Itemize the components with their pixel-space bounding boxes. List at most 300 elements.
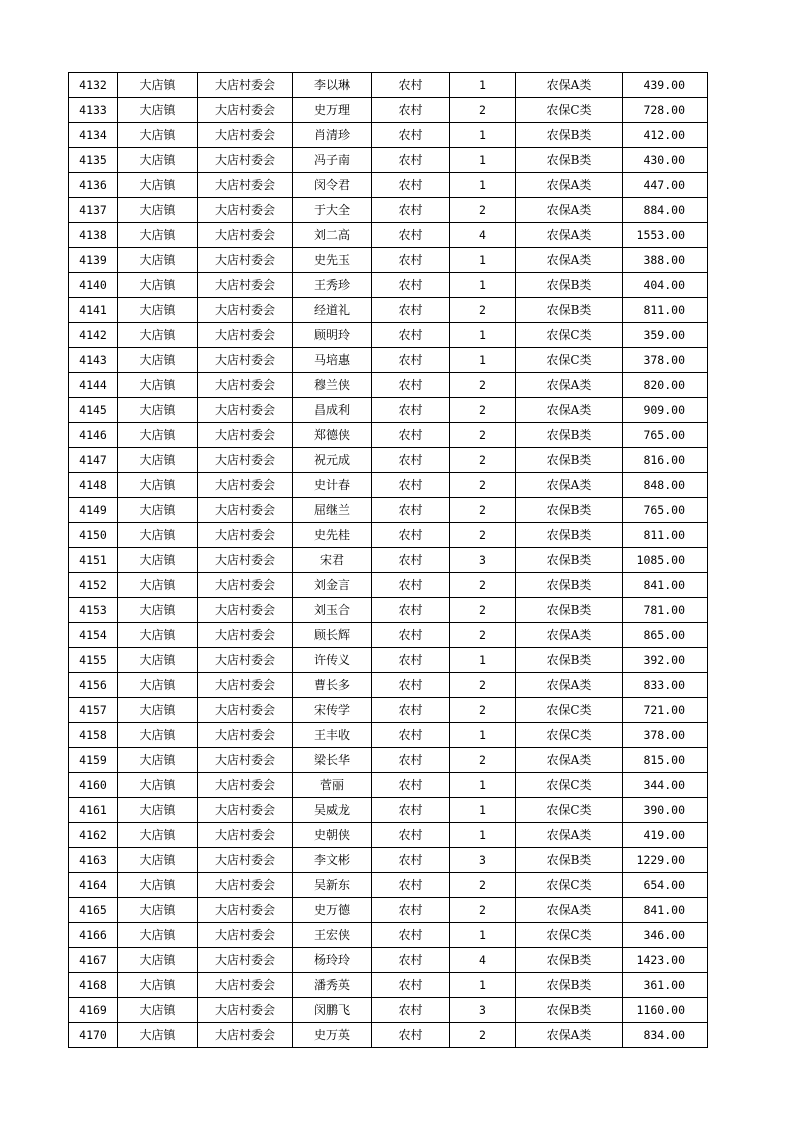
town-cell: 大店镇 — [118, 923, 198, 948]
row-id-cell: 4158 — [69, 723, 118, 748]
table-row — [69, 423, 708, 448]
committee-cell: 大店村委会 — [198, 973, 293, 998]
category-cell: 农保B类 — [516, 948, 623, 973]
committee-cell: 大店村委会 — [198, 948, 293, 973]
row-id-cell: 4157 — [69, 698, 118, 723]
household-size-cell: 2 — [450, 498, 516, 523]
household-size-cell: 2 — [450, 698, 516, 723]
area-type-cell: 农村 — [372, 973, 450, 998]
household-size-cell: 1 — [450, 348, 516, 373]
household-size-cell: 3 — [450, 848, 516, 873]
town-cell: 大店镇 — [118, 623, 198, 648]
area-type-cell: 农村 — [372, 73, 450, 98]
area-type-cell: 农村 — [372, 373, 450, 398]
name-cell: 刘二高 — [293, 223, 372, 248]
amount-cell: 841.00 — [623, 573, 708, 598]
area-type-cell: 农村 — [372, 573, 450, 598]
area-type-cell: 农村 — [372, 298, 450, 323]
household-size-cell: 2 — [450, 298, 516, 323]
town-cell: 大店镇 — [118, 523, 198, 548]
household-size-cell: 1 — [450, 648, 516, 673]
name-cell: 刘玉合 — [293, 598, 372, 623]
name-cell: 昌成利 — [293, 398, 372, 423]
town-cell: 大店镇 — [118, 98, 198, 123]
category-cell: 农保A类 — [516, 823, 623, 848]
committee-cell: 大店村委会 — [198, 723, 293, 748]
table-row — [69, 98, 708, 123]
household-size-cell: 1 — [450, 148, 516, 173]
row-id-cell: 4160 — [69, 773, 118, 798]
town-cell: 大店镇 — [118, 698, 198, 723]
committee-cell: 大店村委会 — [198, 923, 293, 948]
committee-cell: 大店村委会 — [198, 348, 293, 373]
committee-cell: 大店村委会 — [198, 398, 293, 423]
committee-cell: 大店村委会 — [198, 873, 293, 898]
table-row — [69, 348, 708, 373]
row-id-cell: 4168 — [69, 973, 118, 998]
row-id-cell: 4153 — [69, 598, 118, 623]
category-cell: 农保B类 — [516, 598, 623, 623]
amount-cell: 346.00 — [623, 923, 708, 948]
area-type-cell: 农村 — [372, 898, 450, 923]
table-row — [69, 398, 708, 423]
category-cell: 农保A类 — [516, 1023, 623, 1048]
category-cell: 农保B类 — [516, 423, 623, 448]
committee-cell: 大店村委会 — [198, 73, 293, 98]
table-row — [69, 698, 708, 723]
category-cell: 农保C类 — [516, 873, 623, 898]
category-cell: 农保A类 — [516, 198, 623, 223]
table-row — [69, 873, 708, 898]
amount-cell: 811.00 — [623, 298, 708, 323]
name-cell: 闵鹏飞 — [293, 998, 372, 1023]
row-id-cell: 4136 — [69, 173, 118, 198]
name-cell: 经道礼 — [293, 298, 372, 323]
row-id-cell: 4155 — [69, 648, 118, 673]
area-type-cell: 农村 — [372, 348, 450, 373]
category-cell: 农保A类 — [516, 173, 623, 198]
table-row — [69, 248, 708, 273]
household-size-cell: 2 — [450, 448, 516, 473]
household-size-cell: 1 — [450, 773, 516, 798]
name-cell: 顾明玲 — [293, 323, 372, 348]
town-cell: 大店镇 — [118, 1023, 198, 1048]
name-cell: 许传义 — [293, 648, 372, 673]
town-cell: 大店镇 — [118, 873, 198, 898]
amount-cell: 833.00 — [623, 673, 708, 698]
amount-cell: 811.00 — [623, 523, 708, 548]
category-cell: 农保A类 — [516, 748, 623, 773]
name-cell: 史万理 — [293, 98, 372, 123]
name-cell: 吴新东 — [293, 873, 372, 898]
table-row — [69, 323, 708, 348]
area-type-cell: 农村 — [372, 223, 450, 248]
area-type-cell: 农村 — [372, 523, 450, 548]
category-cell: 农保A类 — [516, 623, 623, 648]
row-id-cell: 4143 — [69, 348, 118, 373]
row-id-cell: 4154 — [69, 623, 118, 648]
row-id-cell: 4148 — [69, 473, 118, 498]
name-cell: 李以琳 — [293, 73, 372, 98]
town-cell: 大店镇 — [118, 223, 198, 248]
town-cell: 大店镇 — [118, 73, 198, 98]
row-id-cell: 4163 — [69, 848, 118, 873]
committee-cell: 大店村委会 — [198, 448, 293, 473]
committee-cell: 大店村委会 — [198, 98, 293, 123]
row-id-cell: 4145 — [69, 398, 118, 423]
area-type-cell: 农村 — [372, 798, 450, 823]
table-row — [69, 1023, 708, 1048]
row-id-cell: 4164 — [69, 873, 118, 898]
committee-cell: 大店村委会 — [198, 298, 293, 323]
table-row — [69, 373, 708, 398]
area-type-cell: 农村 — [372, 873, 450, 898]
town-cell: 大店镇 — [118, 723, 198, 748]
area-type-cell: 农村 — [372, 423, 450, 448]
committee-cell: 大店村委会 — [198, 898, 293, 923]
table-row — [69, 598, 708, 623]
roster-table — [68, 72, 708, 1048]
area-type-cell: 农村 — [372, 473, 450, 498]
row-id-cell: 4144 — [69, 373, 118, 398]
amount-cell: 1229.00 — [623, 848, 708, 873]
household-size-cell: 2 — [450, 598, 516, 623]
amount-cell: 378.00 — [623, 723, 708, 748]
area-type-cell: 农村 — [372, 723, 450, 748]
town-cell: 大店镇 — [118, 448, 198, 473]
committee-cell: 大店村委会 — [198, 1023, 293, 1048]
category-cell: 农保B类 — [516, 973, 623, 998]
amount-cell: 841.00 — [623, 898, 708, 923]
household-size-cell: 4 — [450, 223, 516, 248]
row-id-cell: 4140 — [69, 273, 118, 298]
category-cell: 农保B类 — [516, 298, 623, 323]
town-cell: 大店镇 — [118, 648, 198, 673]
row-id-cell: 4135 — [69, 148, 118, 173]
name-cell: 王丰收 — [293, 723, 372, 748]
amount-cell: 1423.00 — [623, 948, 708, 973]
town-cell: 大店镇 — [118, 573, 198, 598]
table-row — [69, 173, 708, 198]
town-cell: 大店镇 — [118, 673, 198, 698]
category-cell: 农保A类 — [516, 248, 623, 273]
household-size-cell: 2 — [450, 748, 516, 773]
table-body — [69, 73, 708, 1048]
name-cell: 祝元成 — [293, 448, 372, 473]
amount-cell: 388.00 — [623, 248, 708, 273]
table-row — [69, 148, 708, 173]
name-cell: 潘秀英 — [293, 973, 372, 998]
area-type-cell: 农村 — [372, 273, 450, 298]
row-id-cell: 4133 — [69, 98, 118, 123]
amount-cell: 848.00 — [623, 473, 708, 498]
name-cell: 史万英 — [293, 1023, 372, 1048]
row-id-cell: 4166 — [69, 923, 118, 948]
row-id-cell: 4169 — [69, 998, 118, 1023]
area-type-cell: 农村 — [372, 198, 450, 223]
household-size-cell: 1 — [450, 973, 516, 998]
name-cell: 王秀珍 — [293, 273, 372, 298]
table-row — [69, 773, 708, 798]
row-id-cell: 4167 — [69, 948, 118, 973]
household-size-cell: 2 — [450, 198, 516, 223]
amount-cell: 361.00 — [623, 973, 708, 998]
table-row — [69, 648, 708, 673]
area-type-cell: 农村 — [372, 998, 450, 1023]
household-size-cell: 1 — [450, 248, 516, 273]
area-type-cell: 农村 — [372, 448, 450, 473]
amount-cell: 765.00 — [623, 423, 708, 448]
category-cell: 农保B类 — [516, 448, 623, 473]
town-cell: 大店镇 — [118, 948, 198, 973]
committee-cell: 大店村委会 — [198, 998, 293, 1023]
category-cell: 农保B类 — [516, 123, 623, 148]
category-cell: 农保C类 — [516, 323, 623, 348]
committee-cell: 大店村委会 — [198, 148, 293, 173]
table-row — [69, 823, 708, 848]
area-type-cell: 农村 — [372, 148, 450, 173]
name-cell: 史计春 — [293, 473, 372, 498]
household-size-cell: 3 — [450, 998, 516, 1023]
household-size-cell: 2 — [450, 423, 516, 448]
name-cell: 李文彬 — [293, 848, 372, 873]
area-type-cell: 农村 — [372, 948, 450, 973]
household-size-cell: 1 — [450, 123, 516, 148]
committee-cell: 大店村委会 — [198, 823, 293, 848]
name-cell: 马培惠 — [293, 348, 372, 373]
town-cell: 大店镇 — [118, 123, 198, 148]
area-type-cell: 农村 — [372, 398, 450, 423]
amount-cell: 884.00 — [623, 198, 708, 223]
category-cell: 农保C类 — [516, 798, 623, 823]
category-cell: 农保B类 — [516, 848, 623, 873]
committee-cell: 大店村委会 — [198, 273, 293, 298]
category-cell: 农保C类 — [516, 723, 623, 748]
table-row — [69, 998, 708, 1023]
household-size-cell: 2 — [450, 398, 516, 423]
household-size-cell: 2 — [450, 898, 516, 923]
area-type-cell: 农村 — [372, 123, 450, 148]
name-cell: 刘金言 — [293, 573, 372, 598]
amount-cell: 390.00 — [623, 798, 708, 823]
town-cell: 大店镇 — [118, 373, 198, 398]
category-cell: 农保B类 — [516, 573, 623, 598]
name-cell: 宋传学 — [293, 698, 372, 723]
amount-cell: 834.00 — [623, 1023, 708, 1048]
table-row — [69, 498, 708, 523]
category-cell: 农保B类 — [516, 148, 623, 173]
area-type-cell: 农村 — [372, 623, 450, 648]
town-cell: 大店镇 — [118, 898, 198, 923]
table-row — [69, 123, 708, 148]
town-cell: 大店镇 — [118, 848, 198, 873]
area-type-cell: 农村 — [372, 773, 450, 798]
committee-cell: 大店村委会 — [198, 598, 293, 623]
amount-cell: 815.00 — [623, 748, 708, 773]
category-cell: 农保B类 — [516, 548, 623, 573]
row-id-cell: 4162 — [69, 823, 118, 848]
row-id-cell: 4141 — [69, 298, 118, 323]
household-size-cell: 1 — [450, 173, 516, 198]
household-size-cell: 2 — [450, 673, 516, 698]
committee-cell: 大店村委会 — [198, 373, 293, 398]
committee-cell: 大店村委会 — [198, 323, 293, 348]
table-row — [69, 198, 708, 223]
town-cell: 大店镇 — [118, 298, 198, 323]
household-size-cell: 2 — [450, 98, 516, 123]
category-cell: 农保B类 — [516, 498, 623, 523]
household-size-cell: 2 — [450, 523, 516, 548]
row-id-cell: 4151 — [69, 548, 118, 573]
table-row — [69, 973, 708, 998]
category-cell: 农保B类 — [516, 273, 623, 298]
town-cell: 大店镇 — [118, 748, 198, 773]
row-id-cell: 4152 — [69, 573, 118, 598]
row-id-cell: 4138 — [69, 223, 118, 248]
row-id-cell: 4137 — [69, 198, 118, 223]
table-row — [69, 473, 708, 498]
amount-cell: 1085.00 — [623, 548, 708, 573]
town-cell: 大店镇 — [118, 198, 198, 223]
row-id-cell: 4132 — [69, 73, 118, 98]
amount-cell: 430.00 — [623, 148, 708, 173]
category-cell: 农保C类 — [516, 98, 623, 123]
town-cell: 大店镇 — [118, 273, 198, 298]
household-size-cell: 1 — [450, 823, 516, 848]
area-type-cell: 农村 — [372, 248, 450, 273]
amount-cell: 728.00 — [623, 98, 708, 123]
category-cell: 农保C类 — [516, 348, 623, 373]
committee-cell: 大店村委会 — [198, 123, 293, 148]
town-cell: 大店镇 — [118, 398, 198, 423]
name-cell: 史先桂 — [293, 523, 372, 548]
category-cell: 农保A类 — [516, 73, 623, 98]
row-id-cell: 4165 — [69, 898, 118, 923]
table-row — [69, 848, 708, 873]
town-cell: 大店镇 — [118, 498, 198, 523]
committee-cell: 大店村委会 — [198, 198, 293, 223]
table-row — [69, 298, 708, 323]
row-id-cell: 4134 — [69, 123, 118, 148]
household-size-cell: 2 — [450, 623, 516, 648]
row-id-cell: 4149 — [69, 498, 118, 523]
household-size-cell: 2 — [450, 1023, 516, 1048]
category-cell: 农保B类 — [516, 998, 623, 1023]
amount-cell: 392.00 — [623, 648, 708, 673]
name-cell: 顾长辉 — [293, 623, 372, 648]
name-cell: 杨玲玲 — [293, 948, 372, 973]
town-cell: 大店镇 — [118, 473, 198, 498]
name-cell: 于大全 — [293, 198, 372, 223]
committee-cell: 大店村委会 — [198, 648, 293, 673]
area-type-cell: 农村 — [372, 323, 450, 348]
name-cell: 屈继兰 — [293, 498, 372, 523]
town-cell: 大店镇 — [118, 998, 198, 1023]
town-cell: 大店镇 — [118, 773, 198, 798]
household-size-cell: 4 — [450, 948, 516, 973]
town-cell: 大店镇 — [118, 248, 198, 273]
committee-cell: 大店村委会 — [198, 173, 293, 198]
area-type-cell: 农村 — [372, 848, 450, 873]
household-size-cell: 1 — [450, 723, 516, 748]
household-size-cell: 1 — [450, 73, 516, 98]
row-id-cell: 4156 — [69, 673, 118, 698]
amount-cell: 721.00 — [623, 698, 708, 723]
committee-cell: 大店村委会 — [198, 523, 293, 548]
row-id-cell: 4139 — [69, 248, 118, 273]
table-row — [69, 748, 708, 773]
category-cell: 农保A类 — [516, 398, 623, 423]
household-size-cell: 1 — [450, 798, 516, 823]
row-id-cell: 4146 — [69, 423, 118, 448]
committee-cell: 大店村委会 — [198, 798, 293, 823]
committee-cell: 大店村委会 — [198, 473, 293, 498]
town-cell: 大店镇 — [118, 423, 198, 448]
amount-cell: 419.00 — [623, 823, 708, 848]
table-row — [69, 798, 708, 823]
table-row — [69, 673, 708, 698]
row-id-cell: 4170 — [69, 1023, 118, 1048]
amount-cell: 909.00 — [623, 398, 708, 423]
area-type-cell: 农村 — [372, 98, 450, 123]
category-cell: 农保B类 — [516, 523, 623, 548]
category-cell: 农保C类 — [516, 698, 623, 723]
amount-cell: 1160.00 — [623, 998, 708, 1023]
amount-cell: 1553.00 — [623, 223, 708, 248]
name-cell: 闵令君 — [293, 173, 372, 198]
committee-cell: 大店村委会 — [198, 748, 293, 773]
name-cell: 冯子南 — [293, 148, 372, 173]
town-cell: 大店镇 — [118, 323, 198, 348]
name-cell: 史朝侠 — [293, 823, 372, 848]
town-cell: 大店镇 — [118, 173, 198, 198]
table-row — [69, 623, 708, 648]
amount-cell: 654.00 — [623, 873, 708, 898]
committee-cell: 大店村委会 — [198, 423, 293, 448]
name-cell: 穆兰侠 — [293, 373, 372, 398]
table-row — [69, 73, 708, 98]
table-row — [69, 948, 708, 973]
town-cell: 大店镇 — [118, 798, 198, 823]
row-id-cell: 4150 — [69, 523, 118, 548]
category-cell: 农保A类 — [516, 473, 623, 498]
amount-cell: 359.00 — [623, 323, 708, 348]
category-cell: 农保A类 — [516, 223, 623, 248]
committee-cell: 大店村委会 — [198, 223, 293, 248]
name-cell: 曹长多 — [293, 673, 372, 698]
row-id-cell: 4161 — [69, 798, 118, 823]
amount-cell: 781.00 — [623, 598, 708, 623]
committee-cell: 大店村委会 — [198, 773, 293, 798]
town-cell: 大店镇 — [118, 548, 198, 573]
category-cell: 农保A类 — [516, 898, 623, 923]
household-size-cell: 1 — [450, 273, 516, 298]
table-row — [69, 448, 708, 473]
row-id-cell: 4159 — [69, 748, 118, 773]
row-id-cell: 4142 — [69, 323, 118, 348]
committee-cell: 大店村委会 — [198, 248, 293, 273]
town-cell: 大店镇 — [118, 148, 198, 173]
category-cell: 农保C类 — [516, 773, 623, 798]
name-cell: 梁长华 — [293, 748, 372, 773]
committee-cell: 大店村委会 — [198, 623, 293, 648]
name-cell: 史万德 — [293, 898, 372, 923]
name-cell: 吴威龙 — [293, 798, 372, 823]
amount-cell: 820.00 — [623, 373, 708, 398]
name-cell: 宋君 — [293, 548, 372, 573]
town-cell: 大店镇 — [118, 348, 198, 373]
category-cell: 农保A类 — [516, 373, 623, 398]
